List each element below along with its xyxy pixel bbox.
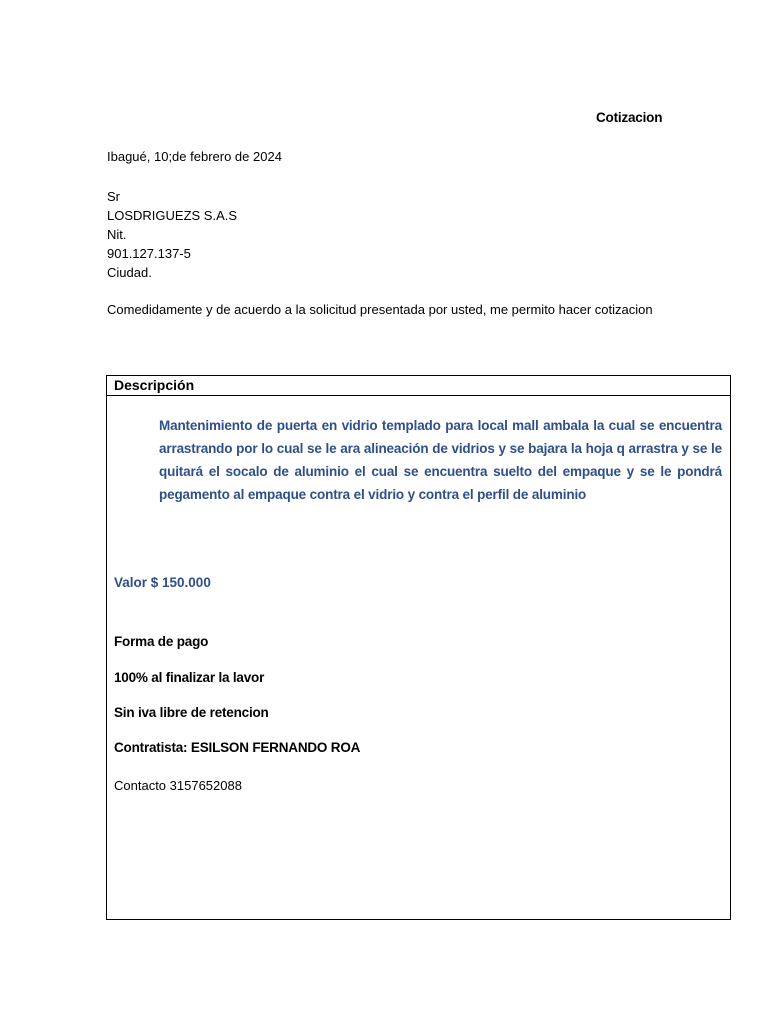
contact-line: Contacto 3157652088 — [114, 778, 242, 793]
description-header: Descripción — [107, 376, 730, 396]
contractor-name: Contratista: ESILSON FERNANDO ROA — [114, 740, 361, 755]
description-text: Mantenimiento de puerta en vidrio templado para local mall ambala la cual se encuentra arrastrando por lo cual se le ara alineación de vidrios y se bajara la hoja q arrastra y se le quitará el socalo de aluminio el cual se encuentra suelto del empaque y se le pondrá pegamento al empaque contra el vidrio y contra el perfil de aluminio — [159, 418, 722, 502]
recipient-salutation: Sr — [107, 189, 120, 204]
recipient-city: Ciudad. — [107, 265, 152, 280]
recipient-nit-number: 901.127.137-5 — [107, 246, 191, 261]
date-line: Ibagué, 10;de febrero de 2024 — [107, 149, 282, 164]
payment-label: Forma de pago — [114, 634, 209, 649]
document-title: Cotizacion — [596, 110, 663, 125]
payment-terms: 100% al finalizar la lavor — [114, 670, 265, 685]
description-table — [106, 375, 731, 920]
intro-paragraph: Comedidamente y de acuerdo a la solicitud presentada por usted, me permito hacer cotizacion — [107, 302, 653, 317]
recipient-nit-label: Nit. — [107, 227, 127, 242]
tax-note: Sin iva libre de retencion — [114, 705, 269, 720]
recipient-block — [107, 187, 237, 282]
price-value: Valor $ 150.000 — [114, 575, 211, 590]
recipient-company: LOSDRIGUEZS S.A.S — [107, 208, 238, 223]
